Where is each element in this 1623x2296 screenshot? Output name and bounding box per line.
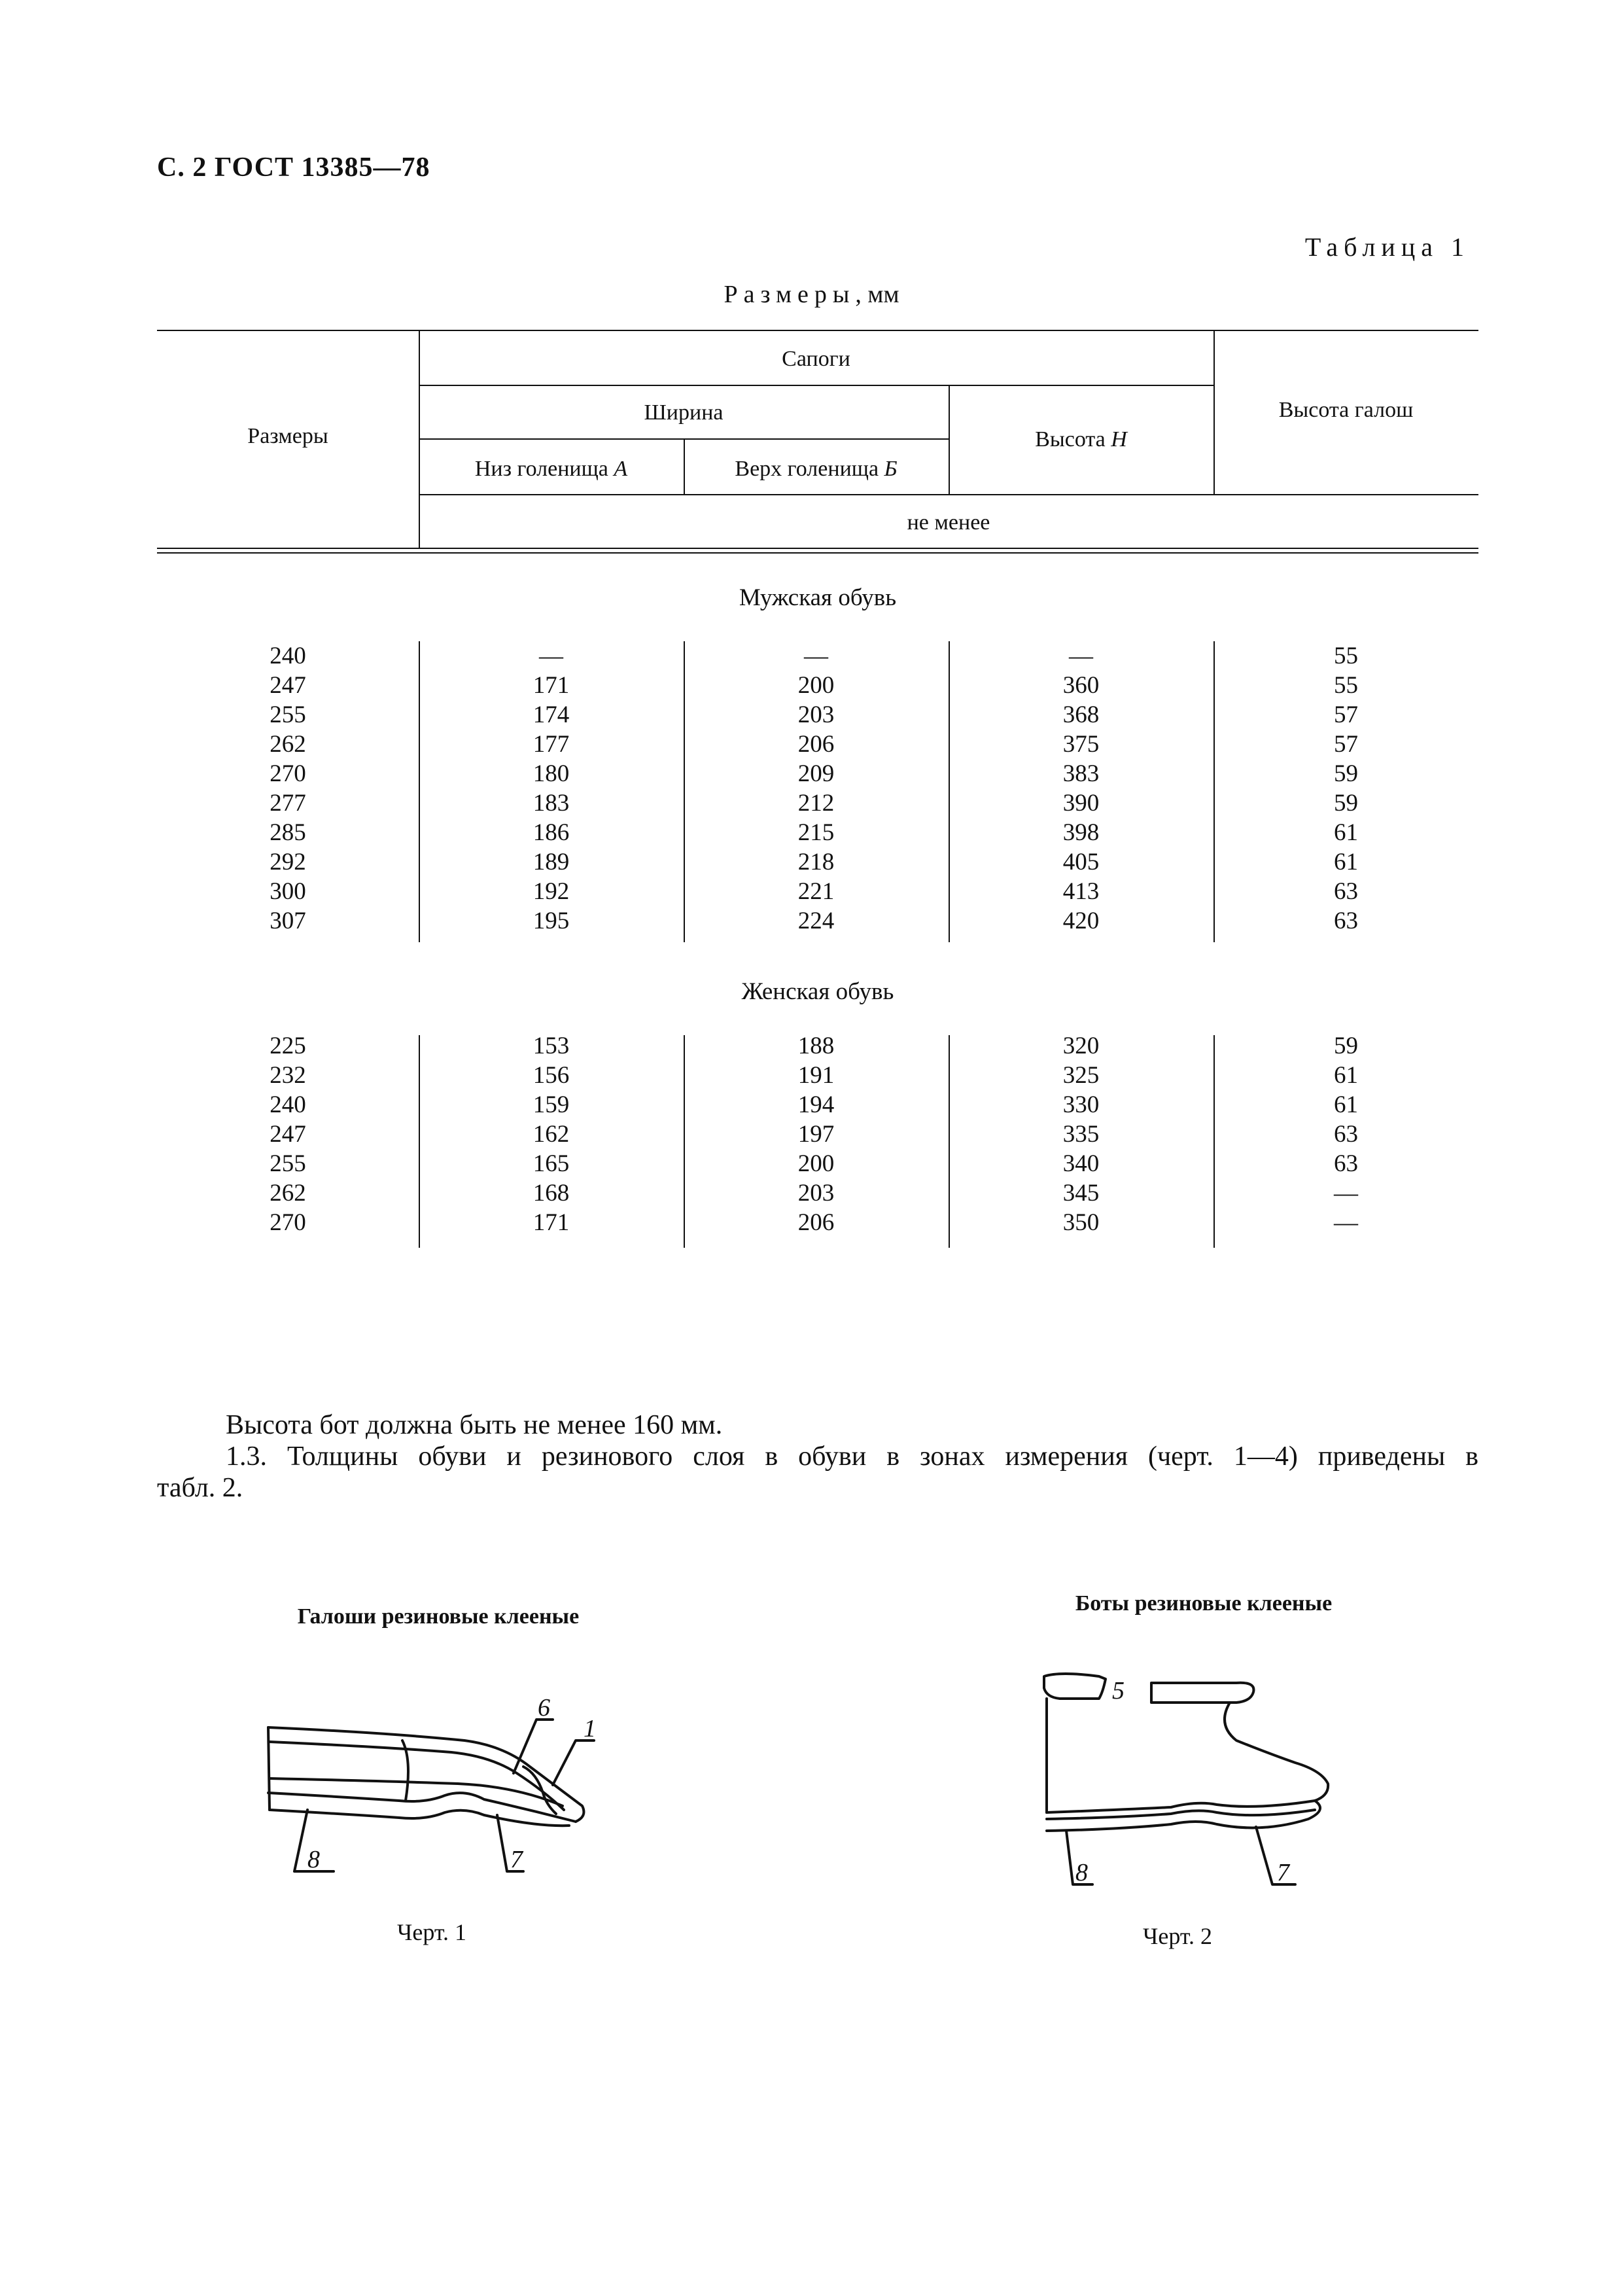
header-sizes: Размеры: [247, 424, 328, 448]
column-size: [157, 1031, 419, 1237]
header-width: Ширина: [644, 400, 724, 425]
table-cell: 224: [797, 908, 835, 934]
table-cell: 61: [1334, 1062, 1358, 1089]
table-cell: 350: [1062, 1209, 1100, 1236]
table-cell: 61: [1334, 1091, 1358, 1118]
table-cell: 203: [797, 1180, 835, 1207]
table-cell: 262: [270, 731, 306, 758]
table-cell: 55: [1334, 643, 1358, 669]
table-cell: 192: [532, 878, 570, 905]
boot-cuff-left: [1044, 1674, 1106, 1699]
table-cell: 270: [270, 1209, 306, 1236]
table-cell: 247: [270, 672, 306, 699]
table-cell: 325: [1062, 1062, 1100, 1089]
table-cell: 63: [1334, 1150, 1358, 1177]
table-cell: 221: [797, 878, 835, 905]
table-cell: 262: [270, 1180, 306, 1207]
table-cell: 212: [797, 790, 835, 817]
table-cell: 188: [797, 1033, 835, 1059]
figure-2-label-8: 8: [1075, 1859, 1088, 1886]
table-cell: 189: [532, 849, 570, 875]
table-cell: 335: [1062, 1121, 1100, 1148]
table-cell: 240: [270, 643, 306, 669]
table-cell: 197: [797, 1121, 835, 1148]
figure-1-title: Галоши резиновые клееные: [297, 1604, 580, 1629]
galosh-outer-upper: [268, 1727, 584, 1822]
figure-1-label-8: 8: [307, 1846, 320, 1873]
galosh-front-end: [268, 1727, 270, 1810]
table-cell: —: [1069, 643, 1093, 669]
table-cell: 292: [270, 849, 306, 875]
header-height: [949, 427, 1213, 452]
table-cell: 191: [797, 1062, 835, 1089]
table-cell: 390: [1062, 790, 1100, 817]
table-cell: 398: [1062, 819, 1100, 846]
header-bottom-width-label: Низ голенища: [474, 457, 614, 481]
table-cell: —: [1334, 1180, 1358, 1207]
column-height: [949, 641, 1213, 936]
table-cell: 183: [532, 790, 570, 817]
table-rule-not-less: [419, 494, 1478, 495]
table-cell: 180: [532, 760, 570, 787]
galosh-inner-upper: [270, 1742, 564, 1810]
table-cell: 59: [1334, 1033, 1358, 1059]
table-cell: 57: [1334, 701, 1358, 728]
table-cell: 200: [797, 672, 835, 699]
table-cell: 200: [797, 1150, 835, 1177]
column-size: [157, 641, 419, 936]
column-galosh-height: [1213, 641, 1478, 936]
table-cell: 320: [1062, 1033, 1100, 1059]
header-top-width: [684, 457, 949, 482]
header-galosh-height: Высота галош: [1278, 398, 1414, 422]
dimensions-label-unit: , мм: [855, 281, 899, 308]
table-cell: 420: [1062, 908, 1100, 934]
header-top-width-symbol: Б: [884, 457, 898, 481]
table-cell: 375: [1062, 731, 1100, 758]
table-cell: 285: [270, 819, 306, 846]
table-cell: 383: [1062, 760, 1100, 787]
table-cell: 225: [270, 1033, 306, 1059]
table-header-bottom-rule: [157, 548, 1478, 549]
table-cell: 165: [532, 1150, 570, 1177]
table-cell: 203: [797, 701, 835, 728]
table-cell: 209: [797, 760, 835, 787]
column-top-width: [684, 1031, 949, 1237]
table-cell: —: [804, 643, 828, 669]
boot-shaft-back: [1225, 1703, 1328, 1801]
leader-6: [514, 1720, 553, 1773]
figure-2-title: Боты резиновые клееные: [1075, 1591, 1333, 1616]
table-cell: 162: [532, 1121, 570, 1148]
table-cell: 330: [1062, 1091, 1100, 1118]
table-label: Таблица 1: [1304, 232, 1470, 262]
table-top-rule: [157, 330, 1478, 331]
table-cell: 171: [532, 1209, 570, 1236]
table-cell: 61: [1334, 819, 1358, 846]
column-top-width: [684, 641, 949, 936]
table-cell: 413: [1062, 878, 1100, 905]
table-cell: 307: [270, 908, 306, 934]
figure-1-caption: Черт. 1: [397, 1919, 466, 1945]
figure-1-label-7: 7: [510, 1846, 523, 1873]
table-cell: 240: [270, 1091, 306, 1118]
table-cell: 277: [270, 790, 306, 817]
boots-height-text: Высота бот должна быть не менее 160 мм.: [226, 1410, 723, 1440]
column-bottom-width: [419, 1031, 684, 1237]
column-galosh-height: [1213, 1031, 1478, 1237]
table-cell: 194: [797, 1091, 835, 1118]
leader-1: [553, 1740, 594, 1785]
table-cell: 159: [532, 1091, 570, 1118]
table-cell: 405: [1062, 849, 1100, 875]
table-cell: 345: [1062, 1180, 1100, 1207]
table-cell: 63: [1334, 1121, 1358, 1148]
table-cell: 153: [532, 1033, 570, 1059]
table-cell: 232: [270, 1062, 306, 1089]
table-cell: 168: [532, 1180, 570, 1207]
dimensions-label-word: Размеры: [724, 281, 856, 308]
table-cell: 63: [1334, 908, 1358, 934]
header-boots: Сапоги: [782, 347, 850, 371]
column-bottom-width: [419, 641, 684, 936]
table-cell: —: [1334, 1209, 1358, 1236]
table-cell: 195: [532, 908, 570, 934]
figure-2-label-5: 5: [1112, 1677, 1125, 1704]
table-cell: 218: [797, 849, 835, 875]
header-top-width-label: Верх голенища: [735, 457, 884, 481]
figure-1-galosh-drawing: [255, 1675, 621, 1898]
galosh-sole-bottom: [270, 1810, 569, 1826]
figure-1-label-6: 6: [538, 1694, 550, 1722]
table-cell: 171: [532, 672, 570, 699]
figure-2-boot-drawing: [1021, 1662, 1348, 1911]
header-not-less: не менее: [907, 510, 990, 535]
boot-upper-bottom: [1047, 1801, 1315, 1812]
table-rule-boots: [419, 385, 1213, 386]
header-bottom-width: [419, 457, 684, 482]
table-cell: 340: [1062, 1150, 1100, 1177]
table-cell: 215: [797, 819, 835, 846]
table-cell: 368: [1062, 701, 1100, 728]
table-cell: 59: [1334, 760, 1358, 787]
page-header: С. 2 ГОСТ 13385—78: [157, 152, 430, 183]
table-cell: 156: [532, 1062, 570, 1089]
paragraph-1-3: 1.3. Толщины обуви и резинового слоя в обуви в зонах измерения (черт. 1—4) приведены в: [226, 1441, 1478, 1472]
table-cell: 206: [797, 731, 835, 758]
section-title-men: Мужская обувь: [739, 584, 897, 611]
table-cell: 247: [270, 1121, 306, 1148]
column-height: [949, 1031, 1213, 1237]
figure-1-label-1: 1: [584, 1715, 596, 1742]
section-title-women: Женская обувь: [741, 978, 894, 1005]
table-cell: 61: [1334, 849, 1358, 875]
header-bottom-width-symbol: А: [614, 457, 628, 481]
table-cell: 186: [532, 819, 570, 846]
leader-7: [1256, 1827, 1295, 1884]
header-height-symbol: H: [1111, 427, 1127, 451]
table-cell: 57: [1334, 731, 1358, 758]
table-cell: 255: [270, 701, 306, 728]
table-cell: 360: [1062, 672, 1100, 699]
figure-2-label-7: 7: [1277, 1859, 1289, 1886]
paragraph-1-3-continued: табл. 2.: [157, 1473, 243, 1503]
table-cell: 177: [532, 731, 570, 758]
figure-2-caption: Черт. 2: [1143, 1923, 1212, 1949]
table-cell: —: [539, 643, 563, 669]
table-cell: 174: [532, 701, 570, 728]
boot-cuff-right: [1151, 1683, 1253, 1703]
header-height-label: Высота: [1035, 427, 1111, 451]
table-cell: 270: [270, 760, 306, 787]
table-cell: 300: [270, 878, 306, 905]
table-header-bottom-rule-2: [157, 552, 1478, 554]
table-cell: 55: [1334, 672, 1358, 699]
table-cell: 59: [1334, 790, 1358, 817]
table-cell: 206: [797, 1209, 835, 1236]
table-cell: 63: [1334, 878, 1358, 905]
table-cell: 255: [270, 1150, 306, 1177]
dimensions-label: [0, 280, 1623, 309]
